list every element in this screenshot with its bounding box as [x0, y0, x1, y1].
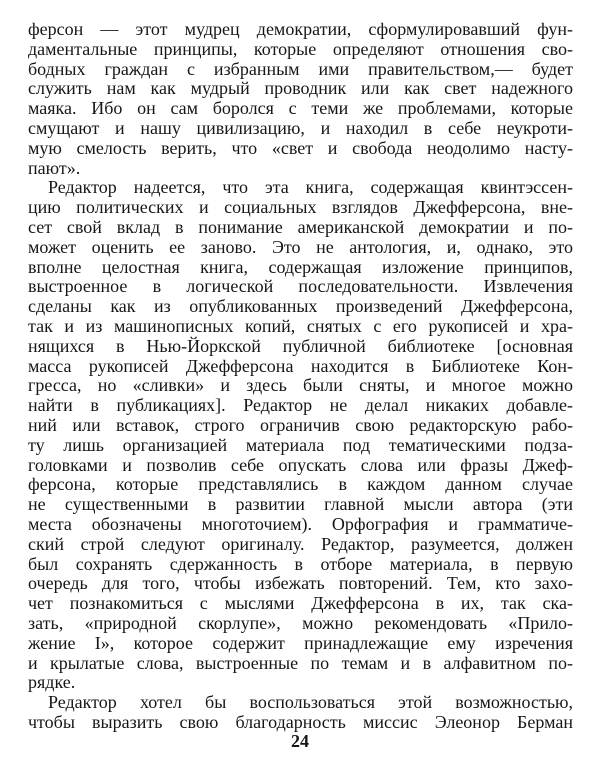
page-body — [28, 20, 573, 733]
text-line: вполне целостная книга, содержащая изложение принципов, — [28, 256, 573, 277]
text-line: пают». — [28, 157, 81, 178]
paragraph — [28, 20, 573, 178]
text-line: Редактор надеется, что эта книга, содержащая квинтэссен- — [48, 177, 573, 198]
text-line: мую смелость верить, что «свет и свобода неодолимо насту- — [28, 137, 573, 158]
text-line: маяка. Ибо он сам боролся с теми же проблемами, которые — [28, 98, 573, 119]
text-line: не существенными в развитии главной мысли автора (эти — [28, 494, 573, 515]
text-line: жение I», которое содержит принадлежащие ему изречения — [28, 632, 573, 653]
text-line: гресса, но «сливки» и здесь были сняты, и многое можно — [28, 375, 573, 396]
paragraph — [28, 693, 573, 733]
text-line: сделаны как из опубликованных произведений Джефферсона, — [28, 296, 573, 317]
text-line: может оценить ее заново. Это не антология, и, однако, это — [28, 236, 573, 257]
text-line: нящихся в Нью-Йоркской публичной библиотеке [основная — [28, 335, 573, 356]
text-line: и крылатые слова, выстроенные по темам и в алфавитном по- — [28, 652, 573, 673]
text-line: ферсона, которые представлялись в каждом данном случае — [28, 474, 573, 495]
text-line: Редактор хотел бы воспользоваться этой возможностью, — [48, 692, 573, 713]
text-line: найти в публикациях]. Редактор не делал никаких добавле- — [28, 395, 573, 416]
text-line: бодных граждан с избранным ими правительством,— будет — [28, 58, 573, 79]
text-line: сет свой вклад в понимание американской демократии и по- — [28, 216, 573, 237]
text-line: цию политических и социальных взглядов Джефферсона, вне- — [28, 197, 573, 218]
text-line: зать, «природной скорлупе», можно рекомендовать «Прило- — [28, 612, 573, 633]
text-line: даментальные принципы, которые определяют отношения сво- — [28, 38, 573, 59]
text-line: рядке. — [28, 672, 76, 693]
text-line: так и из машинописных копий, снятых с его рукописей и хра- — [28, 315, 573, 336]
text-line: ферсон — этот мудрец демократии, сформулировавший фун- — [28, 19, 573, 39]
text-line: ту лишь организацией материала под тематическими подза- — [28, 434, 573, 455]
text-line: очередь для того, чтобы избежать повторений. Тем, кто захо- — [28, 573, 573, 594]
page-number: 24 — [291, 731, 309, 751]
text-line: масса рукописей Джефферсона находится в Библиотеке Кон- — [28, 355, 573, 376]
text-line: чтобы выразить свою благодарность миссис Элеонор Берман — [28, 711, 573, 732]
text-line: головками и позволив себе опускать слова или фразы Джеф- — [28, 454, 573, 475]
text-line: ний или вставок, строго ограничив свою редакторскую рабо- — [28, 414, 573, 435]
text-line: смущают и нашу цивилизацию, и находил в себе неукроти- — [28, 117, 573, 138]
text-line: чет познакомиться с мыслями Джефферсона в их, так ска- — [28, 593, 573, 614]
text-line: служить нам как мудрый проводник или как свет надежного — [28, 78, 573, 99]
text-line: места обозначены многоточием). Орфография и грамматиче- — [28, 513, 573, 534]
text-line: ский строй следуют оригиналу. Редактор, разумеется, должен — [28, 533, 573, 554]
text-line: выстроенное в логической последовательности. Извлечения — [28, 276, 573, 297]
paragraph — [28, 178, 573, 693]
text-line: был сохранять сдержанность в отборе материала, в первую — [28, 553, 573, 574]
